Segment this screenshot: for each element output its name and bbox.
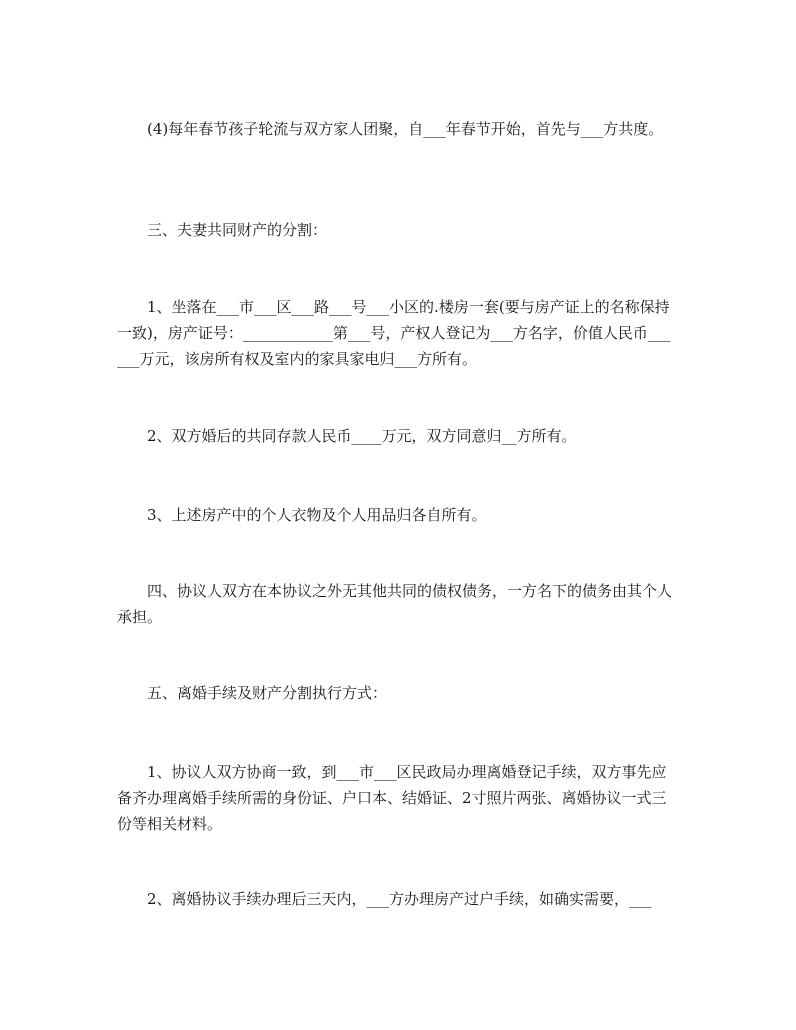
paragraph-personal-items: 3、上述房产中的个人衣物及个人用品归各自所有。 (147, 506, 487, 524)
section-heading-debts: 四、协议人双方在本协议之外无其他共同的债权债务，一方名下的债务由其个人承担。 (117, 582, 673, 626)
section-heading-procedures: 五、离婚手续及财产分割执行方式： (147, 684, 388, 702)
paragraph-registration: 1、协议人双方协商一致，到___市___区民政局办理离婚登记手续，双方事先应备齐办理离婚手续所需的身份证、户口本、结婚证、2寸照片两张、离婚协议一式三份等相关材料。 (117, 763, 667, 833)
paragraph-savings: 2、双方婚后的共同存款人民币____万元，双方同意归__方所有。 (147, 427, 577, 445)
paragraph-house: 1、坐落在___市___区___路___号___小区的.楼房一套(要与房产证上的名称保持一致)，房产证号：____________第___号，产权人登记为___方名字，价值人民币______万元，该房所有权及室内的家具家电归___方所有。 (117, 298, 671, 368)
paragraph-transfer: 2、离婚协议手续办理后三天内，___方办理房产过户手续，如确实需要，___ (147, 890, 652, 908)
paragraph-holiday-arrangement: (4)每年春节孩子轮流与双方家人团聚，自___年春节开始，首先与___方共度。 (147, 120, 664, 138)
section-heading-property-division: 三、夫妻共同财产的分割： (147, 221, 328, 239)
